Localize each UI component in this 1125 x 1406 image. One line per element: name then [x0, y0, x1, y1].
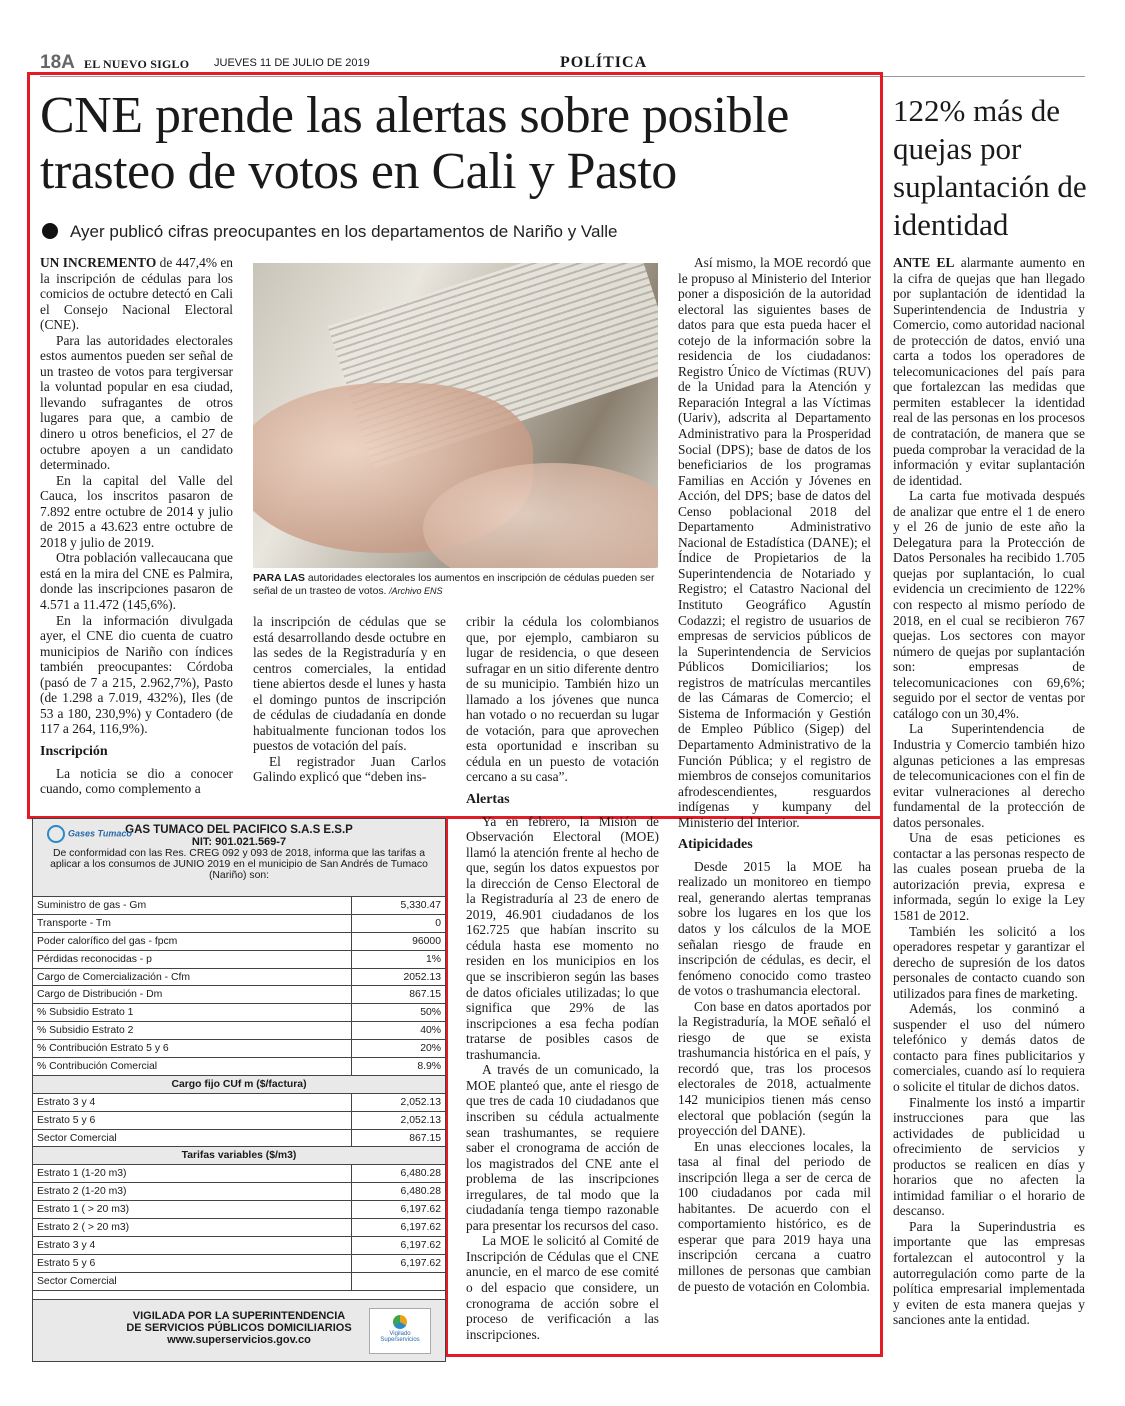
footer-line: DE SERVICIOS PÚBLICOS DOMICILIARIOS	[126, 1322, 352, 1334]
table-row	[33, 968, 445, 986]
tariff-table	[33, 897, 445, 1291]
paragraph: En unas elecciones locales, la tasa al final del periodo de inscripción llega a ser de cerca de 100 ciudadanos por cada mil habitantes. De acuerdo con el comportamiento histórico, es de esperar que para 2019 haya una inscripción cercana a cuatro millones de personas que cambian de puesto de votación en Colombia.	[678, 1138, 871, 1294]
row-label: Pérdidas reconocidas - p	[33, 950, 352, 968]
lead-in: ANTE EL	[893, 255, 955, 270]
row-value: 0	[352, 914, 446, 932]
table-row	[33, 1093, 445, 1111]
row-value: 6,197.62	[352, 1236, 446, 1254]
row-label: Poder calorífico del gas - fpcm	[33, 932, 352, 950]
table-row	[33, 1111, 445, 1129]
row-value: 2,052.13	[352, 1111, 446, 1129]
paragraph: Otra población vallecaucana que está en la mira del CNE es Palmira, donde las inscripciones pasaron de 4.571 a 11.472 (145,6%).	[40, 550, 233, 613]
row-value: 96000	[352, 932, 446, 950]
article-column-1	[40, 255, 233, 797]
row-value: 6,480.28	[352, 1165, 446, 1183]
lead-in: UN INCREMENTO	[40, 255, 157, 270]
bullet-icon	[42, 223, 58, 239]
table-row	[33, 1272, 445, 1290]
table-row	[33, 1201, 445, 1219]
seal-icon	[393, 1315, 407, 1329]
notice-header	[33, 819, 445, 897]
table-row	[33, 1040, 445, 1058]
row-value	[352, 1272, 446, 1290]
caption-lead: PARA LAS	[253, 573, 305, 584]
row-label: Sector Comercial	[33, 1272, 352, 1290]
paragraph: La MOE le solicitó al Comité de Inscripción de Cédulas que el CNE anuncie, en el marco de ese comité o del espacio que considere, un cronograma de acción sobre el proceso de verificación a las inscripciones.	[466, 1233, 659, 1342]
row-label: Cargo de Comercialización - Cfm	[33, 968, 352, 986]
gas-tariff-notice	[32, 818, 446, 1362]
row-label: Suministro de gas - Gm	[33, 897, 352, 914]
row-label: Estrato 2 (1-20 m3)	[33, 1183, 352, 1201]
paragraph: Finalmente los instó a impartir instrucciones para que las actividades de publicidad u ofrecimiento de servicios y productos se realicen en días y horarios que no afecten la intimidad familiar o el horario de descanso.	[893, 1094, 1085, 1219]
paragraph: En la información divulgada ayer, el CNE dio cuenta de cuatro municipios de Nariño con índices también preocupantes: Córdoba (pasó de 7 a 215, 2.962,7%), Pasto (de 1.298 a 7.019, 432%), Iles (de 53 a 180, 230,9%) y Contadero (de 117 a 264, 116,9%).	[40, 612, 233, 737]
newspaper-name: EL NUEVO SIGLO	[84, 57, 190, 71]
paragraph: También les solicitó a los operadores respetar y garantizar el derecho de supresión de los datos personales de contacto cuando son utilizados para fines de marketing.	[893, 923, 1085, 1001]
subhead-atipicidades: Atipicidades	[678, 837, 753, 853]
paragraph: Ya en febrero, la Misión de Observación Electoral (MOE) llamó la atención frente al hecho de que, según los datos expuestos por la dirección de Censo Electoral de la Registraduría al 23 de enero de 2019, 46.901 ciudadanos de los 162.725 que habían inscrito su cédula hasta ese momento no residen en los municipios en los que se inscribieron según las bases de datos oficiales utilizadas; lo que significa que 29% de las inscripciones a esa fecha podían tratarse de posibles casos de trashumancia.	[466, 813, 659, 1062]
row-label: Estrato 3 y 4	[33, 1093, 352, 1111]
paragraph: Una de esas peticiones es contactar a las personas respecto de las cuales posean prueba de la autorización previa, expresa e informada, según lo exige la Ley 1581 de 2012.	[893, 830, 1085, 923]
subhead-alertas: Alertas	[466, 792, 510, 808]
paragraph: de 447,4% en la inscripción de cédulas para los comicios de octubre detectó en Cali el Consejo Nacional Electoral (CNE).	[40, 255, 234, 333]
row-label: % Contribución Estrato 5 y 6	[33, 1040, 352, 1058]
photo-caption	[253, 572, 658, 598]
flame-icon	[47, 825, 65, 843]
section-name: POLÍTICA	[560, 54, 648, 71]
paragraph: Para las autoridades electorales estos aumentos pueden ser señal de un trasteo de votos para tergiversar la voluntad popular en esa ciudad, llevando sufragantes de otros lugares para que, a cambio de dinero u otros beneficios, el 27 de octubre apoyen a un candidato determinado.	[40, 332, 233, 473]
table-row	[33, 1165, 445, 1183]
row-label: Cargo de Distribución - Dm	[33, 986, 352, 1004]
table-row	[33, 1219, 445, 1237]
row-value: 6,197.62	[352, 1254, 446, 1272]
paragraph: En la capital del Valle del Cauca, los inscritos pasaron de 7.892 entre octubre de 2014 y julio de 2015 a 43.623 entre octubre de 2018 y julio de 2019.	[40, 472, 233, 550]
row-value: 867.15	[352, 986, 446, 1004]
table-row	[33, 1129, 445, 1147]
row-label: Estrato 2 ( > 20 m3)	[33, 1219, 352, 1237]
paragraph: Con base en datos aportados por la Registraduría, la MOE señaló el riesgo de que se exista trashumancia histórica en el país, y recordó que, tras los procesos electorales de 2018, actualmente 142 municipios tienen más censo electoral que población (según la proyección del DANE).	[678, 998, 871, 1139]
paragraph: cribir la cédula los colombianos que, por ejemplo, cambiaron su lugar de residencia, o que deseen sufragar en un sitio diferente dentro de su municipio. También hizo un llamado a los jóvenes que nunca han votado o no recuerdan su lugar de votación, para que aprovechen esta oportunidad e inscriban su cédula en un puesto de votación cercano a su casa”.	[466, 614, 659, 785]
table-section-header: Tarifas variables ($/m3)	[33, 1147, 445, 1165]
row-value: 867.15	[352, 1129, 446, 1147]
subheadline-text: Ayer publicó cifras preocupantes en los departamentos de Nariño y Valle	[70, 222, 618, 241]
superservicios-seal: Vigilado Superservicios	[369, 1308, 431, 1354]
notice-footer	[33, 1299, 445, 1361]
paragraph: la inscripción de cédulas que se está desarrollando desde octubre en las sedes de la Registraduría y en centros comerciales, la entidad tiene abiertos desde el lunes y hasta el domingo puntos de inscripción de cédulas de ciudadanía en donde habitualmente funcionan todos los puestos de votación del país.	[253, 614, 446, 754]
sidebar-headline: 122% más de quejas por suplantación de identidad	[893, 93, 1087, 242]
table-row	[33, 1236, 445, 1254]
paragraph: Para la Superindustria es importante que las empresas fortalezcan el autocontrol y la autorregulación como parte de la política empresarial implementada y eviten de esta manera quejas y sanciones ante la entidad.	[893, 1218, 1085, 1328]
article-subheadline	[42, 222, 862, 242]
table-row	[33, 1004, 445, 1022]
subhead-inscripcion: Inscripción	[40, 743, 108, 759]
paragraph: A través de un comunicado, la MOE planteó que, ante el riesgo de que tres de cada 10 ciudadanos que inscriben su cédula actualmente sean trashumantes, se requiere saber el cronograma de acción de los magistrados del CNE ante el problema de las inscripciones irregulares, de tal modo que la ciudadanía tenga tiempo razonable para presentar los recursos del caso.	[466, 1062, 659, 1233]
row-value: 5,330.47	[352, 897, 446, 914]
company-nit: NIT: 901.021.569-7	[191, 836, 287, 848]
paragraph: La carta fue motivada después de analizar que entre el 1 de enero y el 26 de junio de este año la Delegatura para la Protección de Datos Personales ha recibido 1.705 quejas por suplantación, lo cual evidencia un crecimiento de 122% con respecto al mismo período de 2018, en el cual se recibieron 767 quejas. Los sectores con mayor número de quejas por suplantación son: empresas de telecomunicaciones con 69,6%; seguido por el sector de ventas por catálogo con un 30,4%.	[893, 488, 1085, 721]
row-label: Estrato 5 y 6	[33, 1254, 352, 1272]
footer-line: VIGILADA POR LA SUPERINTENDENCIA	[132, 1310, 346, 1322]
row-value: 6,480.28	[352, 1183, 446, 1201]
row-label: Estrato 1 ( > 20 m3)	[33, 1201, 352, 1219]
table-row	[33, 932, 445, 950]
paragraph: Así mismo, la MOE recordó que le propuso al Ministerio del Interior poner a disposición de la autoridad electoral las siguientes bases de datos para que esta pueda hacer el cotejo de la información sobre la residencia de los ciudadanos: Registro Único de Víctimas (RUV) de la Unidad para la Atención y Reparación Integral a las Víctimas (Uariv), adscrita al Departamento Administrativo para la Prosperidad Social (DPS); base de datos de los beneficiarios de los programas Familias en Acción y Jóvenes en Acción, del DPS; base de datos del Censo poblacional 2018 del Departamento Administrativo Nacional de Estadística (DANE); el Índice de Propietarios de la Superintendencia de Notariado y Registro; el Catastro Nacional del Instituto Geográfico Agustín Codazzi; el registro de usuarios de empresas de servicios públicos de la Superintendencia de Servicios Públicos Domiciliarios; los registros de matrículas mercantiles de las Cámaras de Comercio; el Sistema de Información y Gestión de Empleo Público (Sigep) del Departamento Administrativo de la Función Pública; y el registro de miembros de consejos comunitarios afrodescendientes, resguardos indígenas y kumpany del Ministerio del Interior.	[678, 255, 871, 830]
row-value: 40%	[352, 1022, 446, 1040]
table-row	[33, 950, 445, 968]
article-headline: CNE prende las alertas sobre posible trasteo de votos en Cali y Pasto	[40, 87, 789, 200]
page-number: 18A	[40, 52, 75, 73]
article-column-4	[678, 255, 871, 1294]
row-label: Estrato 5 y 6	[33, 1111, 352, 1129]
row-label: Transporte - Tm	[33, 914, 352, 932]
row-value: 50%	[352, 1004, 446, 1022]
issue-date: JUEVES 11 DE JULIO DE 2019	[214, 57, 370, 69]
table-row	[33, 914, 445, 932]
row-label: Estrato 1 (1-20 m3)	[33, 1165, 352, 1183]
row-value: 20%	[352, 1040, 446, 1058]
row-label: % Subsidio Estrato 1	[33, 1004, 352, 1022]
row-value: 2,052.13	[352, 1093, 446, 1111]
row-value: 6,197.62	[352, 1201, 446, 1219]
table-section-header: Cargo fijo CUf m ($/factura)	[33, 1075, 445, 1093]
table-row	[33, 1254, 445, 1272]
footer-url: www.superservicios.gov.co	[167, 1334, 311, 1346]
company-logo: Gases Tumaco	[47, 825, 132, 843]
sidebar-column	[893, 255, 1085, 1328]
paragraph: Desde 2015 la MOE ha realizado un monitoreo en tiempo real, generando alertas tempranas sobre los lugares en los que los datos y los cálculos de la MOE señalan riesgo de fraude en inscripción de cédulas, es decir, el fenómeno conocido como trasteo de votos o trashumancia electoral.	[678, 858, 871, 999]
paragraph: La noticia se dio a conocer cuando, como complemento a	[40, 765, 233, 797]
table-row	[33, 897, 445, 914]
caption-text: autoridades electorales los aumentos en inscripción de cédulas pueden ser señal de un trasteo de votos.	[253, 573, 655, 597]
row-label: Sector Comercial	[33, 1129, 352, 1147]
paragraph: El registrador Juan Carlos Galindo explicó que “deben ins-	[253, 753, 446, 785]
company-name: GAS TUMACO DEL PACIFICO S.A.S E.S.P	[125, 824, 353, 836]
row-value: 8.9%	[352, 1058, 446, 1076]
table-row	[33, 1183, 445, 1201]
photo-credit: /Archivo ENS	[386, 586, 443, 596]
row-value: 2052.13	[352, 968, 446, 986]
row-label: % Subsidio Estrato 2	[33, 1022, 352, 1040]
paragraph: alarmante aumento en la cifra de quejas que han llegado por suplantación de identidad la Superintendencia de Industria y Comercio, como autoridad nacional de protección de datos, envió una carta a todos los operadores de telecomunicaciones del país para que fortalezcan las medidas que permiten establecer la identidad real de las personas en los procesos de contratación, de manera que se pueda comprobar la veracidad de la información y evitar suplantación de identidad.	[893, 255, 1085, 488]
row-value: 6,197.62	[352, 1219, 446, 1237]
article-photo	[253, 263, 658, 568]
table-row	[33, 1022, 445, 1040]
row-label: Estrato 3 y 4	[33, 1236, 352, 1254]
paragraph: La Superintendencia de Industria y Comercio también hizo algunas peticiones a las empresas de telecomunicaciones con el fin de evitar vulneraciones al derecho fundamental de la protección de datos personales.	[893, 721, 1085, 830]
notice-intro: De conformidad con las Res. CREG 092 y 093 de 2018, informa que las tarifas a aplicar a los consumos de JUNIO 2019 en el municipio de San Andrés de Tumaco (Nariño) son:	[50, 848, 428, 881]
paragraph: Además, los conminó a suspender el uso del número telefónico y demás datos de contacto para fines publicitarios y comerciales, cuando así lo requiera o solicite el titular de dichos datos.	[893, 1001, 1085, 1094]
row-label: % Contribución Comercial	[33, 1058, 352, 1076]
table-row	[33, 1058, 445, 1076]
table-row	[33, 986, 445, 1004]
article-column-3	[466, 614, 659, 1342]
article-column-2	[253, 614, 446, 785]
row-value: 1%	[352, 950, 446, 968]
